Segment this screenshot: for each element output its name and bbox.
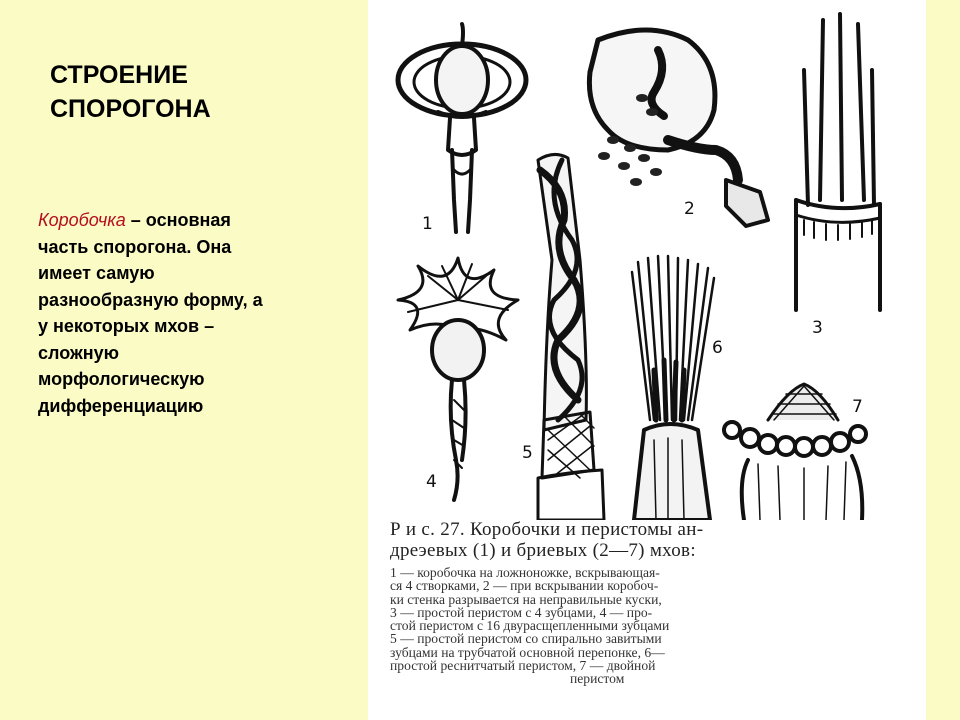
- figure-number-3: 3: [812, 318, 823, 338]
- body-line-2: часть спорогона. Она: [38, 236, 232, 257]
- figure-number-7: 7: [852, 397, 863, 417]
- caption-line-9: перистом: [570, 671, 625, 687]
- body-text: [38, 207, 348, 419]
- body-line-8: дифференциацию: [38, 395, 204, 416]
- body-line-7: морфологическую: [38, 369, 205, 389]
- figure-number-1: 1: [422, 214, 433, 234]
- figure-number-5: 5: [522, 443, 533, 463]
- figure-number-6: 6: [712, 338, 723, 358]
- capsule-6-drawing: [632, 256, 714, 520]
- capsule-5-drawing: [538, 154, 604, 520]
- capsule-1-drawing: [398, 24, 526, 232]
- figure-caption-title: [390, 519, 910, 561]
- body-line-1-rest: – основная: [125, 210, 231, 230]
- figure-panel: [368, 0, 926, 720]
- body-line-6: сложную: [38, 342, 119, 363]
- sporophyte-illustration: [368, 0, 926, 520]
- title-line-2: СПОРОГОНА: [50, 95, 211, 123]
- body-line-3: имеет самую: [38, 263, 155, 283]
- caption-line-1: 1 — коробочка на ложноножке, вскрывающая-: [390, 565, 660, 580]
- title-line-1: СТРОЕНИЕ: [50, 61, 188, 89]
- caption-line-2: ся 4 створками, 2 — при вскрывании коробоч-: [390, 578, 659, 594]
- capsule-4-drawing: [398, 258, 518, 500]
- body-line-1: [38, 207, 348, 234]
- figure-number-4: 4: [426, 472, 437, 492]
- caption-line-8: простой реснитчатый перистом, 7 — двойной: [390, 658, 656, 674]
- caption-title-line-2: дреэевых (1) и бриевых (2—7) мхов:: [390, 540, 696, 561]
- term-korobochka: Коробочка: [38, 210, 126, 230]
- caption-line-6: 5 — простой перистом со спирально завитыми: [390, 631, 662, 647]
- caption-line-4: 3 — простой перистом с 4 зубцами, 4 — про-: [390, 604, 653, 620]
- capsule-3-drawing: [796, 14, 880, 310]
- caption-line-5: стой перистом с 16 двурасщепленными зубцами: [390, 618, 670, 634]
- caption-title-line-1: Р и с. 27. Коробочки и перистомы ан-: [390, 519, 704, 540]
- body-line-4: разнообразную форму, а: [38, 289, 263, 310]
- figure-number-2: 2: [684, 199, 695, 219]
- body-line-5: у некоторых мхов –: [38, 316, 215, 336]
- capsule-7-drawing: [724, 384, 866, 520]
- caption-line-3: ки стенка разрывается на неправильные куски,: [390, 591, 662, 607]
- caption-line-7: зубцами на трубчатой основной перепонке, 6—: [390, 644, 665, 660]
- capsule-2-drawing: [589, 30, 768, 226]
- slide-title: [50, 58, 211, 126]
- figure-caption-body: [390, 566, 910, 686]
